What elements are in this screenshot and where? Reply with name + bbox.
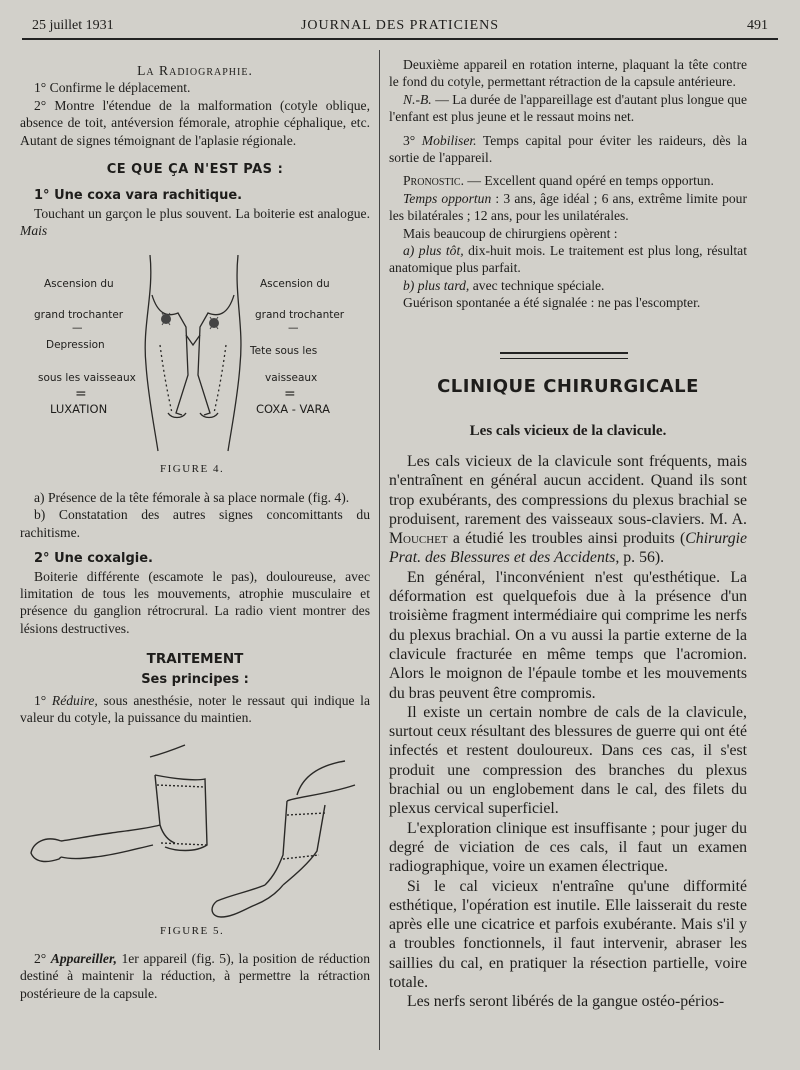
temps-text: : 3 ans, âge idéal ; 6 ans, extrême limite pour les bilatérales ; 12 ans, pour les unilatérales. xyxy=(389,190,747,224)
para1-text: Les cals vicieux de la clavicule sont fréquents, mais n'entraînent en général aucun accident. Quand ils sont trop exubérants, des compressions du plexus brachial se produisent, rarement des vaisseaux sous-claviers. M. A. xyxy=(389,453,747,528)
mobiliser-label: Mobiliser. xyxy=(421,132,477,148)
fig4-right-label-3: — xyxy=(288,322,299,334)
header-rule xyxy=(22,38,778,40)
radio-item-2: 2° Montre l'étendue de la malformation (cotyle oblique, absence de toit, antéversion fémorale, atrophie céphalique, etc. Autant de signes témoignant de l'aplasie régionale. xyxy=(20,97,370,148)
fig4-right-label-2: grand trochanter xyxy=(255,309,345,321)
pronostic-label: Pronostic. xyxy=(403,173,464,189)
mobiliser-text: Temps capital pour éviter les raideurs, dès la sortie de l'appareil. xyxy=(389,132,747,166)
fig4-left-label-4: Depression xyxy=(46,339,105,351)
fig4-right-label-7: COXA - VARA xyxy=(256,402,330,416)
reduire-num: 1° xyxy=(34,693,52,709)
mobiliser-item xyxy=(389,132,747,167)
figure-4-caption: FIGURE 4. xyxy=(160,463,225,475)
header-page-number: 491 xyxy=(747,18,768,33)
appareiller-item xyxy=(20,950,370,1002)
radio-item-1: 1° Confirme le déplacement. xyxy=(34,80,191,96)
coxalgie-heading: 2° Une coxalgie. xyxy=(34,551,153,567)
fig4-left-label-3: — xyxy=(72,322,83,334)
fig4-hips-drawing xyxy=(138,255,248,455)
fig4-left-label-2: grand trochanter xyxy=(34,309,124,321)
coxa-vara-label: 1° Une coxa vara rachitique. xyxy=(34,188,243,204)
temps-opportun xyxy=(389,190,747,225)
traitement-title: TRAITEMENT xyxy=(146,651,244,668)
coxa-text: Touchant un garçon le plus souvent. La boiterie est analogue. xyxy=(34,205,370,221)
fig4-right-label-1: Ascension du xyxy=(260,278,330,290)
nb-label: N.-B. xyxy=(403,91,432,107)
nb-text: — La durée de l'appareillage est d'autant plus longue que l'enfant est plus jeune et le ressaut moins net. xyxy=(389,91,747,125)
plus-tard-text: avec technique spéciale. xyxy=(469,277,605,293)
temps-label: Temps opportun xyxy=(403,190,492,206)
constatation-item: b) Constatation des autres signes concomittants du rachitisme. xyxy=(20,507,370,540)
article-para-1 xyxy=(389,452,747,568)
plus-tot-item xyxy=(389,242,747,277)
plus-tot-text: dix-huit mois. Le traitement est plus long, résultat anatomique plus parfait. xyxy=(389,243,747,276)
radiographie-title: La Radiographie. xyxy=(137,63,253,78)
reduire-label: Réduire, xyxy=(51,693,98,709)
coxa-vara-heading xyxy=(20,186,370,204)
nb-note xyxy=(389,91,747,126)
ce-que-title: CE QUE ÇA N'EST PAS : xyxy=(106,162,284,178)
column-divider xyxy=(379,50,380,1050)
right-column-top xyxy=(389,56,747,312)
reduire-text: sous anesthésie, noter le ressaut qui indique la valeur du cotyle, la puissance du maintien. xyxy=(20,693,370,726)
header-journal-title: JOURNAL DES PRATICIENS xyxy=(300,18,500,33)
fig4-right-label-4: Tete sous les xyxy=(250,345,318,357)
left-column-bottom xyxy=(20,950,370,1002)
pronostic xyxy=(389,172,747,189)
article-para-4: L'exploration clinique est insuffisante ; pour juger du degré de viciation de ces cals, il faut un examen radiographique, voire un examen électrique. xyxy=(389,819,747,876)
principes-title: Ses principes : xyxy=(141,671,249,687)
coxa-vara-text xyxy=(20,205,370,240)
fig4-left-label-1: Ascension du xyxy=(44,278,114,290)
para1-author: Mouchet xyxy=(389,530,448,548)
fig4-left-label-5: sous les vaisseaux xyxy=(38,372,136,384)
figure-5-caption: FIGURE 5. xyxy=(160,925,225,937)
mobiliser-num: 3° xyxy=(403,132,422,148)
fig4-right-label-5: vaisseaux xyxy=(265,372,318,384)
para1-text-b: a étudié les troubles ainsi produits ( xyxy=(447,530,686,548)
guerison: Guérison spontanée a été signalée : ne pas l'escompter. xyxy=(403,295,701,311)
reduire-item xyxy=(20,692,370,727)
page-header xyxy=(22,18,778,38)
deuxieme-appareil: Deuxième appareil en rotation interne, plaquant la tête contre le fond du cotyle, permettant rétraction de la capsule antérieure. xyxy=(389,57,747,90)
article-para-2: En général, l'inconvénient n'est qu'esthétique. La déformation est quelquefois due à la présence d'un troisième fragment intermédiaire qui comprime les nerfs du plexus brachial. On a vu aussi la partie externe de la clavicule fracturée en même temps que l'acromion. Alors le moignon de l'épaule tombe et les mouvements du bras peuvent être compromis. xyxy=(389,568,747,702)
article-body xyxy=(389,452,747,1012)
left-column-top xyxy=(20,62,370,240)
fig4-right-label-6: = xyxy=(284,386,296,402)
appareiller-label: Appareiller, xyxy=(50,951,117,966)
section-title: CLINIQUE CHIRURGICALE xyxy=(437,376,699,397)
para1-reference: Chirurgie Prat. des Blessures et des Accidents, xyxy=(389,530,747,567)
section-divider xyxy=(500,352,628,359)
plus-tard-label: b) plus tard, xyxy=(403,277,470,293)
fig4-left-label-6: = xyxy=(75,386,87,402)
plus-tot-label: a) plus tôt, xyxy=(403,243,464,259)
appareiller-text: 1er appareil (fig. 5), la position de réduction destiné à maintenir la réduction, à permettre la rétraction postérieure de la capsule. xyxy=(20,951,370,1001)
appareiller-num: 2° xyxy=(34,951,51,966)
coxalgie-text: Boiterie différente (escamote le pas), douloureuse, avec limitation de tous les mouvements, atrophie musculaire et présence du ganglion rétrocrural. La radio vient montrer des lésions destructives. xyxy=(20,568,370,636)
article-para-3: Il existe un certain nombre de cals de la clavicule, surtout ceux résultant des blessures de guerre qui ont été infectés et restent douloureux. Dans ces cas, il s'est produit une compression des branches du plexus brachial ou un englobement dans le cal, des filets du plexus cervical superficiel. xyxy=(389,703,747,818)
article-para-5: Si le cal vicieux n'entraîne qu'une difformité esthétique, l'opération est inutile. Elle laisserait du reste après elle une cicatrice et parfois exubérante. Mais s'il y a troubles fonctionnels, il faut intervenir, abraser les saillies du cal, en pratiquer la résection partielle, voire totale. xyxy=(389,877,747,992)
article-para-6: Les nerfs seront libérés de la gangue ostéo-périos- xyxy=(407,993,725,1011)
mais-beaucoup: Mais beaucoup de chirurgiens opèrent : xyxy=(403,225,618,241)
article-title: Les cals vicieux de la clavicule. xyxy=(469,423,667,439)
para1-text-c: p. 56). xyxy=(619,549,665,567)
presence-item: a) Présence de la tête fémorale à sa place normale (fig. 4). xyxy=(34,490,350,505)
left-column-middle xyxy=(20,489,370,727)
fig5-legs-drawing xyxy=(25,735,365,925)
fig4-left-label-7: LUXATION xyxy=(50,402,108,416)
header-date: 25 juillet 1931 xyxy=(32,18,114,33)
pronostic-text: — Excellent quand opéré en temps opportun. xyxy=(463,173,714,189)
plus-tard-item xyxy=(389,277,747,294)
coxa-mais: Mais xyxy=(20,223,48,239)
